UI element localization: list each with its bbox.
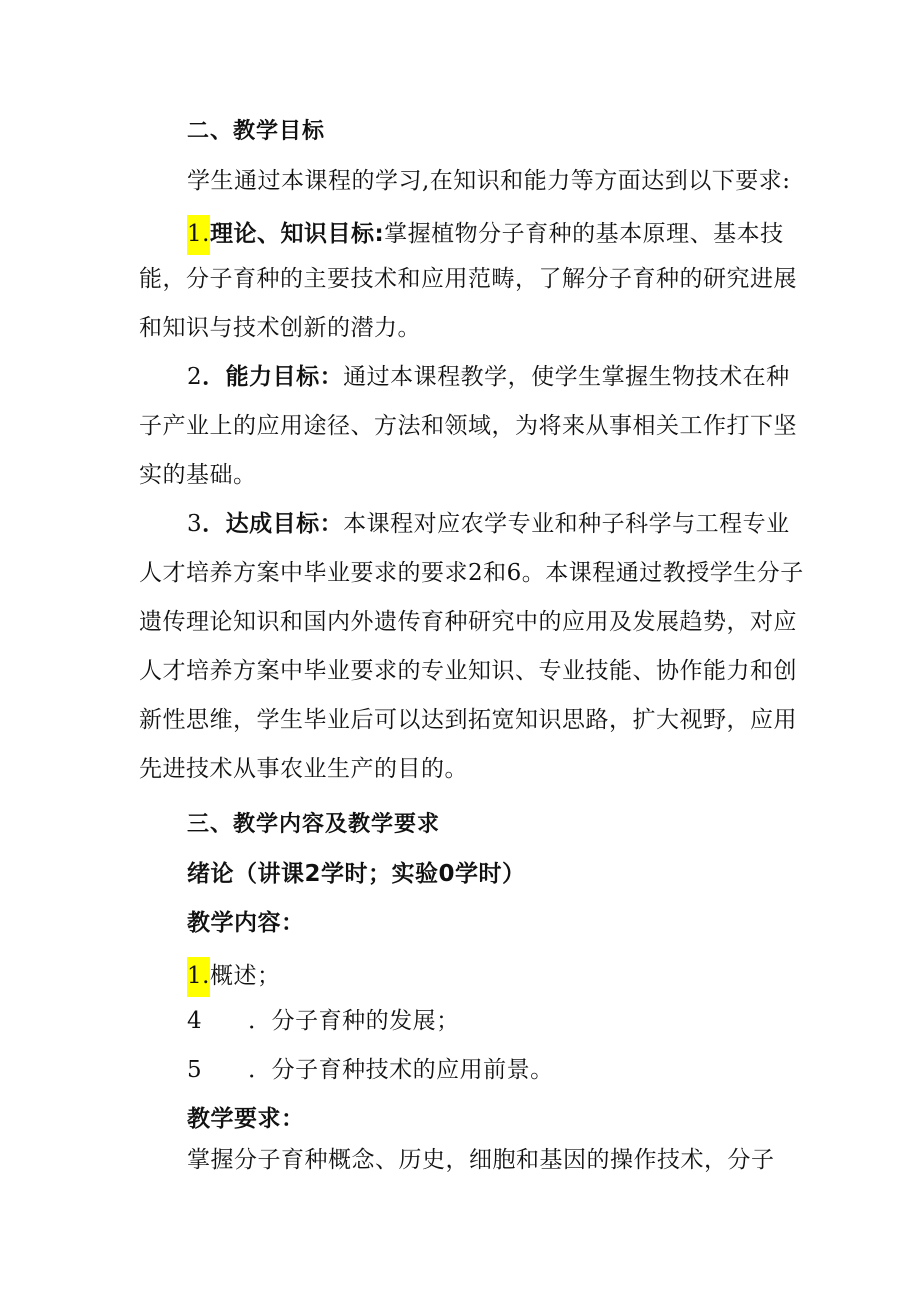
content-item-3 [187,1055,554,1085]
goal-item-2-number: 2 [187,364,203,390]
goal-item-2-title: ．能力目标： [202,364,344,390]
content-item-1 [187,957,280,997]
intro-lesson-title: 绪论（讲课2学时；实验0学时） [187,861,526,887]
goal-item-1-line3: 和知识与技术创新的潜力。 [139,315,421,341]
goal-item-1 [187,215,784,255]
goal-item-3-number: 3 [187,511,203,537]
goal-item-2-line2: 子产业上的应用途径、方法和领域，为将来从事相关工作打下坚 [139,413,797,439]
content-item-1-number: 1. [187,957,210,997]
goals-intro-text: 学生通过本课程的学习,在知识和能力等方面达到以下要求: [187,168,791,194]
goal-item-3-line3: 遗传理论知识和国内外遗传育种研究中的应用及发展趋势，对应 [139,609,797,635]
section-heading-teaching-goals: 二、教学目标 [187,119,326,144]
goal-item-2 [187,362,790,392]
goal-item-3-line4: 人才培养方案中毕业要求的专业知识、专业技能、协作能力和创 [139,658,797,684]
goal-item-3-line5: 新性思维，学生毕业后可以达到拓宽知识思路，扩大视野，应用 [139,707,797,733]
content-item-3-number: 5 [187,1057,203,1083]
goal-item-3 [187,509,790,539]
content-item-2-number: 4 [187,1008,203,1034]
content-item-2-text: ．分子育种的发展； [248,1008,460,1034]
goal-item-3-title: ．达成目标： [202,511,344,537]
content-item-2 [187,1006,460,1036]
goal-item-1-number: 1. [187,215,210,255]
requirements-label: 教学要求： [187,1106,305,1132]
content-item-1-text: 概述； [209,963,281,989]
goal-item-3-line2: 人才培养方案中毕业要求的要求2和6。本课程通过教授学生分子 [139,560,804,586]
content-item-3-text: ．分子育种技术的应用前景。 [248,1057,554,1083]
goal-item-1-line2: 能，分子育种的主要技术和应用范畴，了解分子育种的研究进展 [139,266,797,292]
goal-item-1-text: 掌握植物分子育种的基本原理、基本技 [384,221,784,247]
goal-item-2-text: 通过本课程教学，使学生掌握生物技术在种 [343,364,790,390]
goal-item-1-title: 理论、知识目标: [209,221,385,247]
content-label: 教学内容： [187,910,305,936]
goal-item-3-text: 本课程对应农学专业和种子科学与工程专业 [343,511,790,537]
section-heading-teaching-content: 三、教学内容及教学要求 [187,812,441,837]
goal-item-3-line6: 先进技术从事农业生产的目的。 [139,756,468,782]
requirements-line1: 掌握分子育种概念、历史，细胞和基因的操作技术，分子 [187,1147,775,1173]
goal-item-2-line3: 实的基础。 [139,462,257,488]
